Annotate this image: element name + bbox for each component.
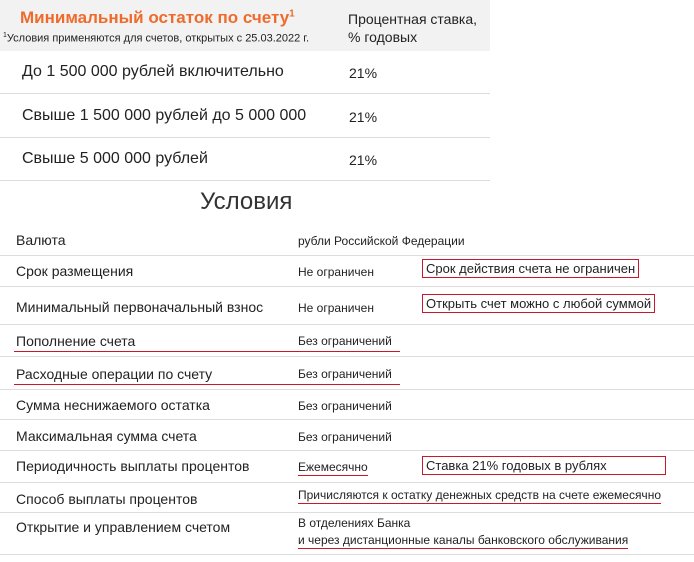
rate-row-value: 21% [349, 152, 378, 168]
annotation-box: Открыть счет можно с любой суммой [422, 294, 655, 313]
condition-label: Срок размещения [16, 263, 134, 279]
condition-value: Причисляются к остатку денежных средств на счете ежемесячно [298, 488, 661, 502]
rate-table-title: Минимальный остаток по счету$^1$ [20, 8, 295, 27]
rate-row [0, 51, 490, 94]
condition-value: Не ограничен [298, 265, 374, 279]
condition-label: Расходные операции по счету [16, 366, 213, 382]
highlight-underline [14, 384, 400, 385]
condition-label: Минимальный первоначальный взнос [16, 299, 264, 315]
footnote-text: $^1$Условия применяются для счетов, открытых с 25.03.2022 г. [3, 32, 310, 45]
annotation-box: Ставка 21% годовых в рублях [422, 456, 666, 475]
condition-row-interest-frequency [0, 451, 694, 483]
condition-label: Периодичность выплаты процентов [16, 458, 250, 474]
condition-label: Сумма неснижаемого остатка [16, 397, 210, 413]
condition-row-min-balance [0, 390, 694, 420]
condition-row-currency [0, 226, 694, 256]
annotation-box: Срок действия счета не ограничен [422, 259, 639, 278]
highlight-underline [14, 351, 400, 352]
conditions-heading: Условия [200, 188, 293, 215]
condition-row-max-amount [0, 420, 694, 451]
condition-row-account-management [0, 513, 694, 555]
rate-row-value: 21% [349, 65, 378, 81]
condition-label: Способ выплаты процентов [16, 491, 198, 507]
rate-row-amount: Свыше 1 500 000 рублей до 5 000 000 [22, 107, 307, 124]
condition-value: Без ограничений [298, 334, 392, 348]
condition-row-min-deposit [0, 287, 694, 325]
condition-row-term [0, 256, 694, 287]
condition-row-interest-method [0, 483, 694, 513]
rate-column-header: Процентная ставка, % годовых [348, 11, 478, 45]
footnote-marker: 1 [289, 8, 295, 20]
condition-value: Без ограничений [298, 430, 392, 444]
condition-value: В отделениях Банка и через дистанционные каналы банковского обслуживания [298, 516, 629, 547]
condition-value: Без ограничений [298, 367, 392, 381]
condition-row-top-up [0, 325, 694, 357]
condition-value: Ежемесячно [298, 460, 368, 474]
condition-label: Валюта [16, 232, 66, 248]
condition-label: Открытие и управлением счетом [16, 519, 231, 535]
condition-value: Без ограничений [298, 399, 392, 413]
rate-row [0, 138, 490, 181]
rate-row-amount: До 1 500 000 рублей включительно [22, 63, 284, 80]
condition-value: Не ограничен [298, 301, 374, 315]
rate-row [0, 95, 490, 138]
condition-label: Максимальная сумма счета [16, 428, 197, 444]
condition-row-withdrawals [0, 357, 694, 390]
rate-row-amount: Свыше 5 000 000 рублей [22, 150, 208, 167]
rate-row-value: 21% [349, 109, 378, 125]
rate-table-header [0, 0, 490, 51]
condition-label: Пополнение счета [16, 333, 136, 349]
condition-value: рубли Российской Федерации [298, 234, 465, 248]
